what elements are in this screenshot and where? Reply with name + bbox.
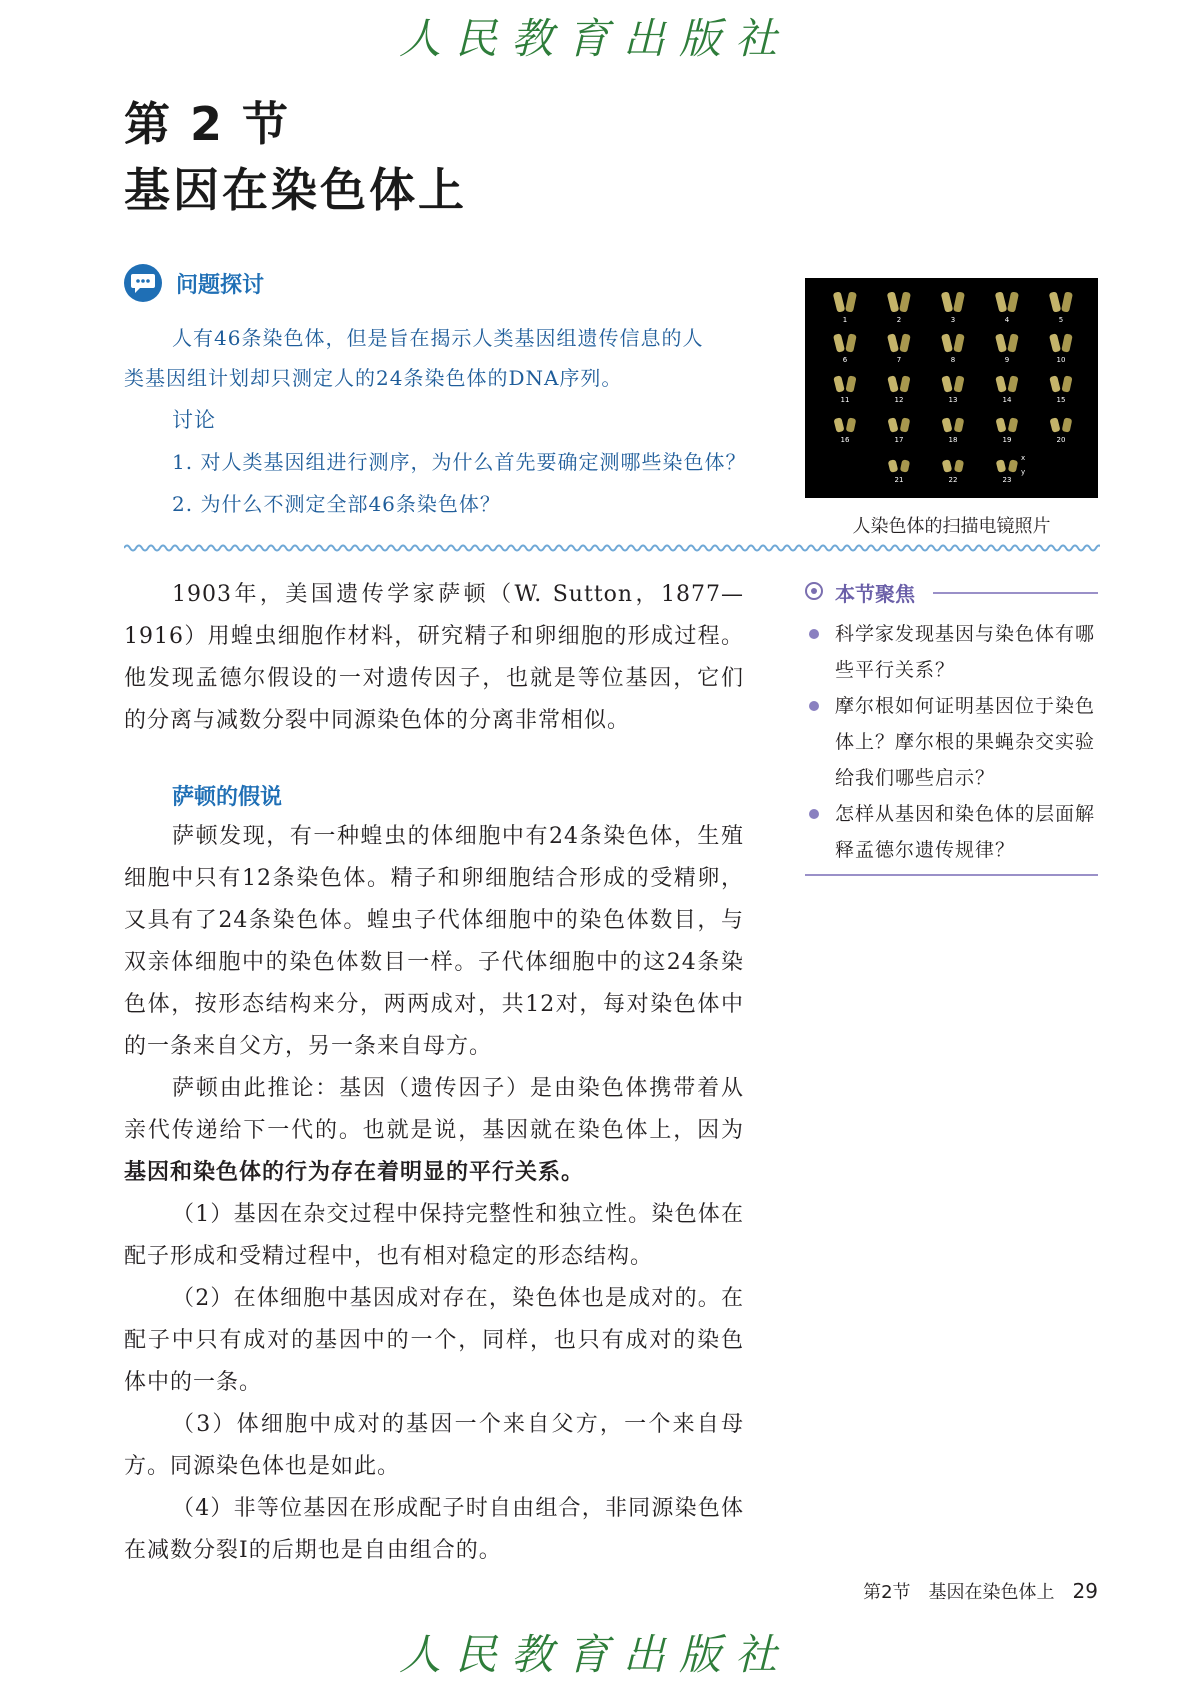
chromosome-pair — [941, 291, 965, 312]
section-number: 第 2 节 — [124, 97, 291, 151]
chromosome-number-label: 18 — [948, 436, 958, 444]
focus-header — [805, 578, 1098, 606]
chromosome-number-label: 10 — [1056, 356, 1066, 364]
chromosome-number-label: 2 — [896, 316, 902, 324]
chromosome-pair — [941, 333, 965, 352]
chromosome-pair — [942, 459, 964, 473]
point-1: （1）基因在杂交过程中保持完整性和独立性。染色体在配子形成和受精过程中，也有相对稳定的形态结构。 — [124, 1202, 744, 1269]
focus-list — [805, 616, 1098, 868]
chromosome-pair — [941, 375, 964, 392]
chromosome-pair — [995, 417, 1018, 433]
discussion-text-line-2: 类基因组计划却只测定人的24条染色体的DNA序列。 — [124, 366, 623, 390]
chat-bubble-icon — [124, 264, 162, 302]
chromosome-sem-photo — [805, 278, 1098, 498]
sutton-hypothesis-heading: 萨顿的假说 — [172, 785, 283, 810]
chromosome-number-label: 4 — [1004, 316, 1010, 324]
chromosome-pair — [1049, 333, 1073, 352]
chromosome-pair — [887, 333, 911, 352]
paragraph-2-prefix: 萨顿由此推论：基因（遗传因子）是由染色体携带着从亲代传递给下一代的。也就是说，基因就在染色体上，因为 — [124, 1076, 744, 1143]
chromosome-number-label: 17 — [894, 436, 904, 444]
target-icon — [805, 582, 823, 600]
discussion-heading: 问题探讨 — [176, 273, 265, 298]
chromosome-pair — [1049, 291, 1073, 312]
main-paragraphs — [124, 816, 744, 1572]
chromosome-pair — [996, 459, 1018, 473]
chromosome-number-label: 16 — [840, 436, 850, 444]
sex-chromosome-label: y — [1021, 468, 1026, 476]
chromosome-number-label: 21 — [894, 476, 904, 484]
chromosome-pair — [833, 375, 856, 392]
section-title: 基因在染色体上 — [124, 163, 467, 217]
focus-item: 摩尔根如何证明基因位于染色体上？摩尔根的果蝇杂交实验给我们哪些启示？ — [805, 688, 1098, 796]
chromosome-number-label: 8 — [950, 356, 956, 364]
chromosome-number-label: 9 — [1004, 356, 1010, 364]
chromosome-number-label: 19 — [1002, 436, 1012, 444]
focus-bottom-rule — [805, 874, 1098, 876]
focus-item: 怎样从基因和染色体的层面解释孟德尔遗传规律？ — [805, 796, 1098, 868]
sex-chromosome-label: x — [1021, 454, 1026, 462]
chromosome-pair — [1049, 417, 1072, 433]
chromosome-number-label: 7 — [896, 356, 902, 364]
chromosome-pair — [833, 333, 857, 352]
chromosome-pair — [833, 291, 857, 312]
chromosome-number-label: 15 — [1056, 396, 1066, 404]
chromosome-pair — [888, 459, 910, 473]
chromosome-pair — [833, 417, 856, 433]
focus-rule — [933, 592, 1098, 594]
intro-text: 1903年，美国遗传学家萨顿（W. Sutton，1877—1916）用蝗虫细胞作材料，研究精子和卵细胞的形成过程。他发现孟德尔假设的一对遗传因子，也就是等位基因，它们的分离与减数分裂中同源染色体的分离非常相似。 — [124, 582, 744, 733]
chromosome-pair — [995, 333, 1019, 352]
chromosome-pair — [995, 291, 1019, 312]
chromosome-number-label: 23 — [1002, 476, 1012, 484]
discuss-label: 讨论 — [172, 408, 216, 432]
chromosome-number-label: 22 — [948, 476, 958, 484]
point-2: （2）在体细胞中基因成对存在，染色体也是成对的。在配子中只有成对的基因中的一个，同样，也只有成对的染色体中的一条。 — [124, 1286, 744, 1395]
photo-caption: 人染色体的扫描电镜照片 — [852, 516, 1051, 537]
page-footer — [863, 1578, 1098, 1604]
chromosome-pair — [995, 375, 1018, 392]
publisher-logo-top: 人民教育出版社 — [398, 14, 791, 63]
paragraph-2-bold: 基因和染色体的行为存在着明显的平行关系。 — [124, 1160, 585, 1185]
chromosome-number-label: 1 — [842, 316, 848, 324]
chromosome-pair — [887, 291, 911, 312]
chromosome-number-label: 12 — [894, 396, 904, 404]
wavy-divider — [124, 542, 1100, 554]
chromosome-pair — [941, 417, 964, 433]
discussion-question-1: 1. 对人类基因组进行测序，为什么首先要确定测哪些染色体？ — [172, 450, 747, 474]
paragraph-1: 萨顿发现，有一种蝗虫的体细胞中有24条染色体，生殖细胞中只有12条染色体。精子和卵细胞结合形成的受精卵，又具有了24条染色体。蝗虫子代体细胞中的染色体数目，与双亲体细胞中的染色体数目一样。子代体细胞中的这24条染色体，按形态结构来分，两两成对，共12对，每对染色体中的一条来自父方，另一条来自母方。 — [124, 824, 744, 1059]
chromosome-number-label: 14 — [1002, 396, 1012, 404]
footer-section-label: 第2节 基因在染色体上 — [863, 1582, 1055, 1603]
chromosome-number-label: 3 — [950, 316, 956, 324]
chromosome-number-label: 11 — [840, 396, 850, 404]
focus-item: 科学家发现基因与染色体有哪些平行关系？ — [805, 616, 1098, 688]
chromosome-pair — [1049, 375, 1072, 392]
chromosome-number-label: 20 — [1056, 436, 1066, 444]
intro-paragraph — [124, 574, 744, 742]
discussion-text-line-1: 人有46条染色体，但是旨在揭示人类基因组遗传信息的人 — [172, 326, 704, 350]
chromosome-number-label: 13 — [948, 396, 958, 404]
page-number: 29 — [1072, 1579, 1098, 1603]
publisher-logo-bottom: 人民教育出版社 — [398, 1630, 791, 1679]
chromosome-number-label: 5 — [1058, 316, 1064, 324]
chromosome-pair — [887, 375, 910, 392]
chromosome-number-label: 6 — [842, 356, 848, 364]
paragraph-2 — [124, 1068, 744, 1194]
discussion-question-2: 2. 为什么不测定全部46条染色体？ — [172, 492, 501, 516]
point-3: （3）体细胞中成对的基因一个来自父方，一个来自母方。同源染色体也是如此。 — [124, 1412, 744, 1479]
focus-heading: 本节聚焦 — [835, 582, 915, 606]
point-4: （4）非等位基因在形成配子时自由组合，非同源染色体在减数分裂Ⅰ的后期也是自由组合的。 — [124, 1496, 744, 1563]
chromosome-pair — [887, 417, 910, 433]
